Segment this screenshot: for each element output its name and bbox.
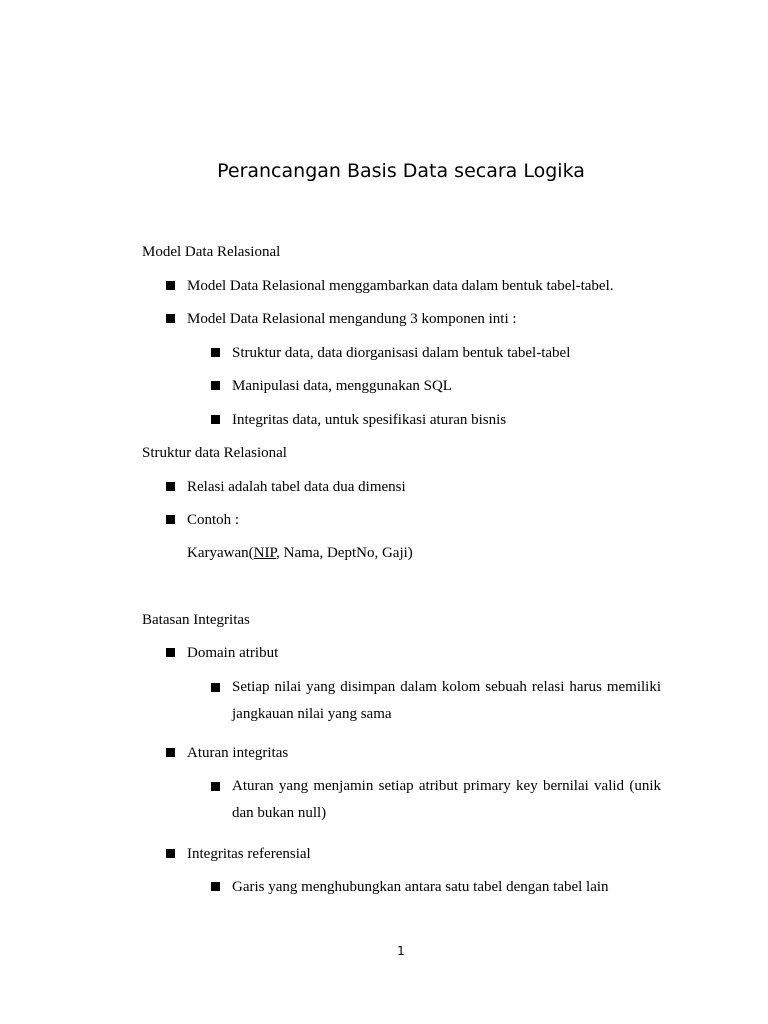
relation-example xyxy=(187,543,413,563)
square-bullet-icon xyxy=(166,648,175,657)
sub-list-item: Integritas data, untuk spesifikasi aturan bisnis xyxy=(232,412,507,428)
square-bullet-icon xyxy=(166,748,175,757)
list-item: Contoh : xyxy=(187,512,240,528)
square-bullet-icon xyxy=(211,348,220,357)
section-heading-batasan-integritas: Batasan Integritas xyxy=(142,612,250,628)
list-item: Aturan integritas xyxy=(187,745,289,761)
sub-list-item: Manipulasi data, menggunakan SQL xyxy=(232,378,452,394)
square-bullet-icon xyxy=(211,782,220,791)
square-bullet-icon xyxy=(211,882,220,891)
square-bullet-icon xyxy=(166,281,175,290)
section-heading-struktur-data: Struktur data Relasional xyxy=(142,445,287,461)
list-item: Relasi adalah tabel data dua dimensi xyxy=(187,479,406,495)
square-bullet-icon xyxy=(166,314,175,323)
list-item: Domain atribut xyxy=(187,645,279,661)
page-number: 1 xyxy=(397,944,405,958)
square-bullet-icon xyxy=(166,515,175,524)
sub-list-item: Garis yang menghubungkan antara satu tabel dengan tabel lain xyxy=(232,879,609,895)
section-heading-model-data: Model Data Relasional xyxy=(142,244,281,260)
list-item: Model Data Relasional mengandung 3 komponen inti : xyxy=(187,311,517,327)
sub-list-item: Struktur data, data diorganisasi dalam bentuk tabel-tabel xyxy=(232,345,571,361)
square-bullet-icon xyxy=(211,381,220,390)
primary-key-underlined: NIP xyxy=(253,545,277,561)
sub-list-item: Aturan yang menjamin setiap atribut primary key bernilai valid (unik dan bukan null) xyxy=(232,778,661,821)
relation-example-prefix: Karyawan( xyxy=(187,545,254,561)
sub-list-item: Setiap nilai yang disimpan dalam kolom sebuah relasi harus memiliki jangkauan nilai yang sama xyxy=(232,679,661,722)
square-bullet-icon xyxy=(211,683,220,692)
square-bullet-icon xyxy=(166,849,175,858)
square-bullet-icon xyxy=(211,415,220,424)
relation-example-suffix: , Nama, DeptNo, Gaji) xyxy=(276,545,413,561)
document-title: Perancangan Basis Data secara Logika xyxy=(217,160,585,182)
square-bullet-icon xyxy=(166,482,175,491)
list-item: Model Data Relasional menggambarkan data dalam bentuk tabel-tabel. xyxy=(187,278,614,294)
list-item: Integritas referensial xyxy=(187,846,311,862)
